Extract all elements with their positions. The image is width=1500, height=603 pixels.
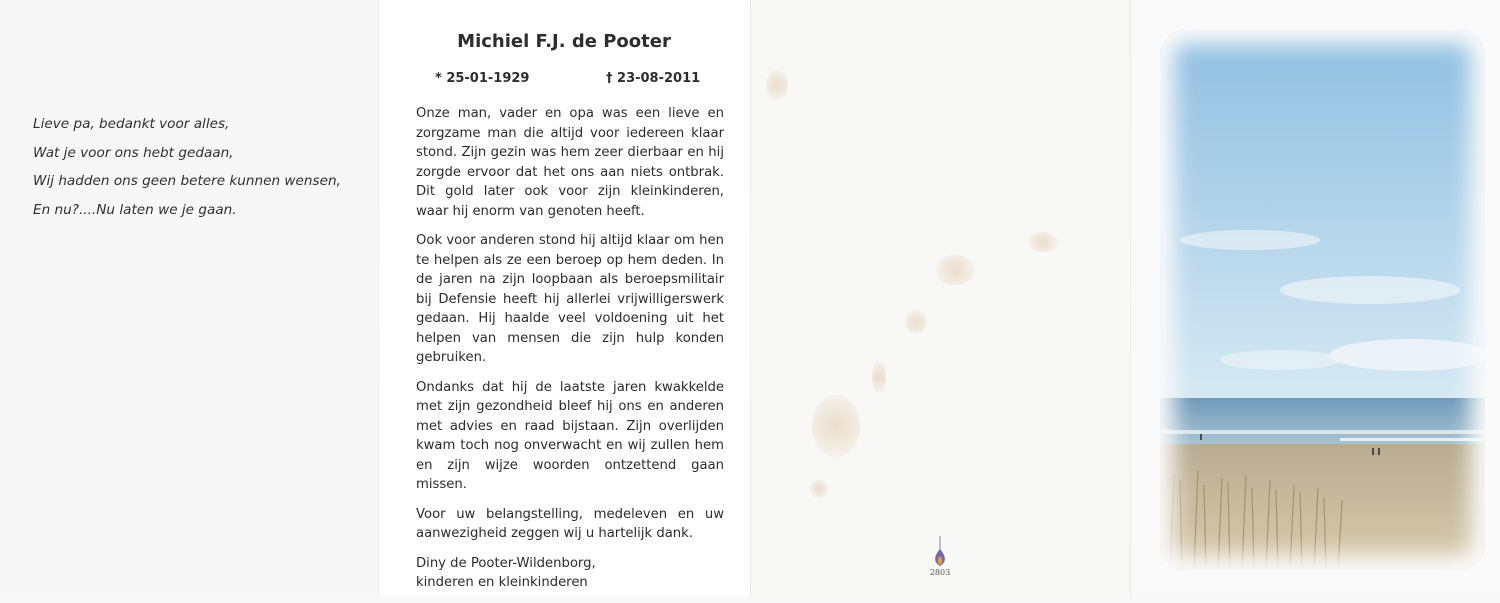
printer-number: 2803 bbox=[929, 568, 951, 577]
poem bbox=[33, 110, 341, 224]
signature-line: kinderen en kleinkinderen bbox=[416, 575, 588, 590]
signature-line: Diny de Pooter-Wildenborg, bbox=[416, 555, 596, 571]
deceased-name: Michiel F.J. de Pooter bbox=[457, 31, 671, 52]
paper-stain bbox=[766, 70, 788, 100]
memorial-body bbox=[416, 104, 724, 603]
paper-stain bbox=[872, 360, 886, 394]
flame-drop-icon bbox=[930, 536, 950, 570]
photo-panel bbox=[1130, 0, 1500, 596]
fold-line bbox=[378, 0, 379, 596]
back-panel bbox=[750, 0, 1130, 596]
paragraph: Onze man, vader en opa was een lieve en zorgzame man die altijd voor iedereen klaar stond. Zijn gezin was hem zeer dierbaar en hij zorgde ervoor dat het ons aan niets ontbrak. Dit gold later ook voor zijn kleinkinderen, waar hij enorm van genoten heeft. bbox=[416, 106, 724, 219]
paper-stain bbox=[935, 255, 975, 285]
paper-stain bbox=[812, 395, 860, 457]
memorial-text-panel bbox=[378, 0, 750, 596]
poem-line: Wij hadden ons geen betere kunnen wensen, bbox=[33, 173, 341, 189]
poem-line: Lieve pa, bedankt voor alles, bbox=[33, 116, 230, 132]
fold-line bbox=[750, 0, 751, 596]
paragraph: Voor uw belangstelling, medeleven en uw aanwezigheid zeggen wij u hartelijk dank. bbox=[416, 506, 724, 541]
paragraph: Ook voor anderen stond hij altijd klaar om hen te helpen als ze een beroep op hem deden. In de jaren na zijn loopbaan als beroepsmilitair bij Defensie heeft hij allerlei vrijwilligerswerk gedaan. Hij haalde veel voldoening uit het helpen van mensen die zijn hulp konden gebruiken. bbox=[416, 233, 724, 365]
poem-panel bbox=[0, 0, 378, 596]
poem-line: Wat je voor ons hebt gedaan, bbox=[33, 144, 234, 161]
birth-date: * 25-01-1929 bbox=[435, 71, 530, 86]
paper-stain bbox=[905, 310, 927, 334]
paragraph: Ondanks dat hij de laatste jaren kwakkelde met zijn gezondheid bleef hij ons en anderen met advies en raad bijstaan. Zijn overlijden kwam toch nog onverwacht en wij zullen hem en zijn wijze woorden ontzettend gaan missen. bbox=[416, 379, 724, 492]
beach-dunes-photo bbox=[1160, 30, 1485, 570]
death-date: † 23-08-2011 bbox=[606, 71, 701, 86]
poem-line: En nu?....Nu laten we je gaan. bbox=[33, 201, 237, 218]
beach-photo-graphic bbox=[1160, 30, 1485, 570]
paper-stain bbox=[1028, 232, 1058, 252]
signature bbox=[416, 554, 724, 593]
fold-line bbox=[1130, 0, 1131, 596]
paper-stain bbox=[810, 480, 828, 498]
